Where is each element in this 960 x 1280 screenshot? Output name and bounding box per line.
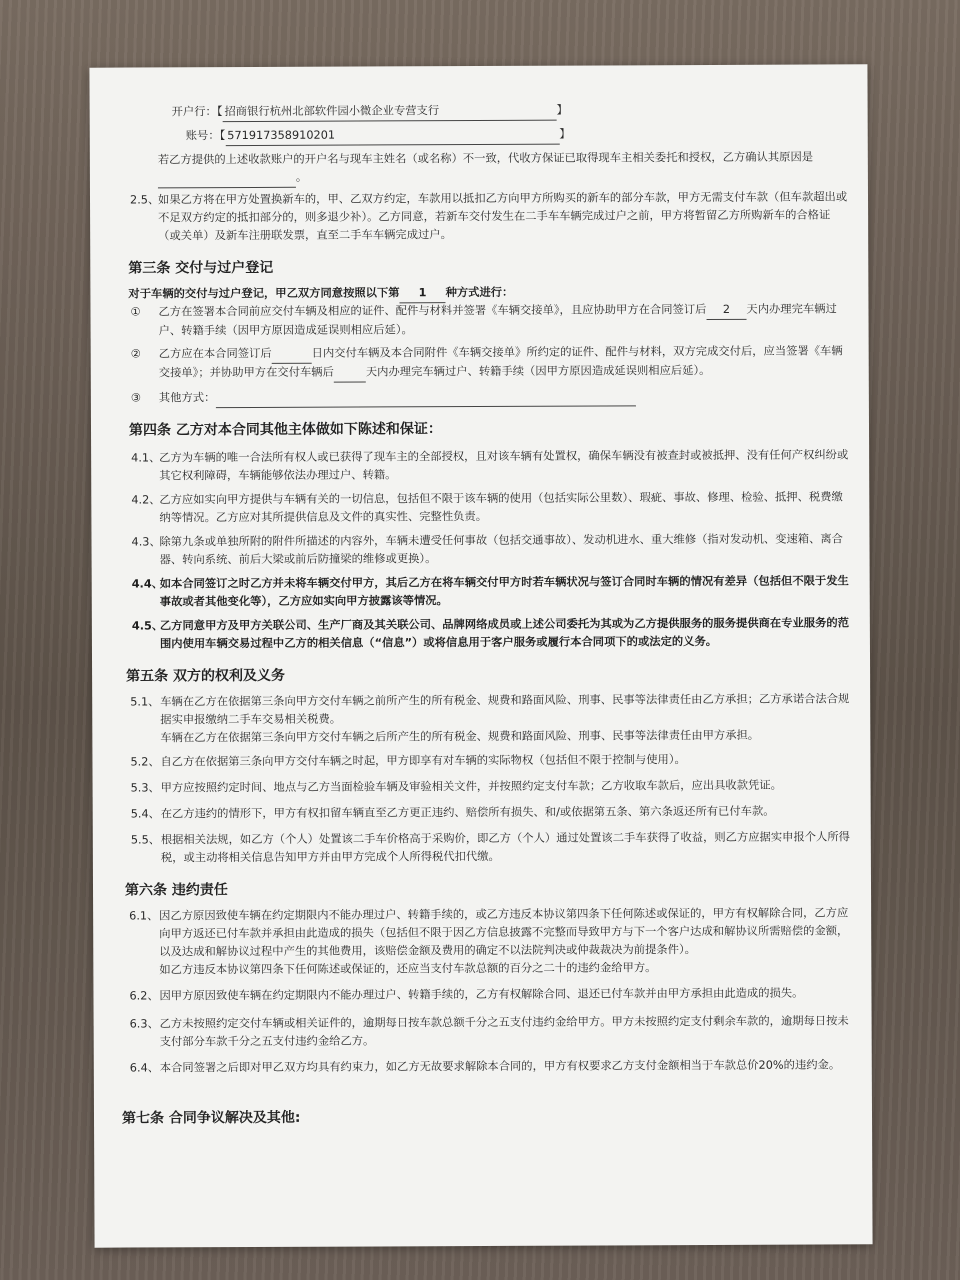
option-3 xyxy=(130,386,851,405)
clause-6-2 xyxy=(129,984,853,1003)
clause-6-3 xyxy=(129,1012,854,1049)
clause-text: 如果乙方将在甲方处置换新车的，甲、乙双方约定，车款用以抵扣乙方向甲方所购买的新车的部分车款，甲方无需支付车款（但车款超出或不足双方约定的抵扣部分的，则多退少补）。乙方同意，若新车交付发生在二手车车辆完成过户之前，甲方将暂留乙方所购新车的合格证（或关单）及新车注册联发票，直至二手车车辆完成过户。 xyxy=(157,190,848,243)
account-label: 账号： xyxy=(185,129,220,143)
section-3-heading: 第三条 交付与过户登记 xyxy=(128,259,274,277)
option-2-text-a: 乙方应在本合同签订后 xyxy=(158,346,272,361)
option-2-text xyxy=(159,342,849,383)
account-reason xyxy=(158,148,848,188)
option-3-text xyxy=(159,386,849,408)
clause-number: 4.3、 xyxy=(131,535,161,549)
clause-text xyxy=(160,690,852,747)
option-2-days-blank xyxy=(272,345,312,364)
option-2-days2-blank xyxy=(334,363,366,382)
clause-text: 乙方未按照约定交付车辆或相关证件的，逾期每日按车款总额千分之五支付违约金给甲方。甲方未按照约定支付剩余车款的，逾期每日按未支付部分车款千分之五支付违约金给乙方。 xyxy=(159,1014,849,1049)
reason-end: 。 xyxy=(295,170,308,184)
clause-text: 乙方为车辆的唯一合法所有权人或已获得了现车主的全部授权，且对该车辆有处置权，确保车辆没有被查封或被抵押、没有任何产权纠纷或其它权利障碍，车辆能够依法办理过户、转籍。 xyxy=(159,448,849,483)
bank-label: 开户行： xyxy=(171,105,217,119)
option-3-marker: ③ xyxy=(130,391,142,405)
option-2-text-c: 天内办理完车辆过户、转籍手续（因甲方原因造成延误则相应后延）。 xyxy=(365,363,711,379)
clause-number: 6.4、 xyxy=(129,1061,160,1075)
clause-text xyxy=(159,904,853,979)
option-1-text xyxy=(158,300,848,340)
clause-text-extra: 车辆在乙方在依据第三条向甲方交付车辆之后所产生的所有税金、规费和路面风险、刑事、民事等法律责任由甲方承担。 xyxy=(160,728,760,745)
bank-field: 开户行：【 招商银行杭州北部软件园小微企业专营支行 】 xyxy=(172,102,568,123)
clause-text-main: 因乙方原因致使车辆在约定期限内不能办理过户、转籍手续的，或乙方违反本协议第四条下任何陈述或保证的，甲方有权解除合同，乙方应向甲方返还已付车款并承担由此造成的损失（包括但不限于因乙方信息披露不完整而导致甲方与下一个客户达成和解协议所需赔偿的金额，以及达成和解协议过程中产生的其他费用，该赔偿金额及费用的确定不以法院判决或仲裁裁决为前提条件）。 xyxy=(159,906,849,959)
account-number-value: 571917358910201 xyxy=(225,126,559,146)
clause-text: 乙方同意甲方及甲方关联公司、生产厂商及其关联公司、品牌网络成员或上述公司委托为其或为乙方提供服务的服务提供商在专业服务的范围内使用车辆交易过程中乙方的相关信息（“信息”）或将信息用于客户服务或履行本合同项下的或法定的义务。 xyxy=(159,616,850,651)
clause-4-2 xyxy=(131,488,851,525)
clause-number: 4.5、 xyxy=(131,619,164,633)
clause-4-4 xyxy=(131,572,852,609)
clause-number: 2.5、 xyxy=(129,193,160,207)
account-number-field: 账号：【 571917358910201 】 xyxy=(186,126,571,147)
clause-number: 6.1、 xyxy=(129,909,159,923)
clause-number: 5.5、 xyxy=(130,833,161,847)
clause-text-extra: 如乙方违反本协议第四条下任何陈述或保证的，还应当支付车款总额的百分之二十的违约金给甲方。 xyxy=(159,961,657,977)
clause-text: 乙方应如实向甲方提供与车辆有关的一切信息，包括但不限于该车辆的使用（包括实际公里数）、瑕疵、事故、修理、检验、抵押、税费缴纳等情况。乙方应对其所提供信息及文件的真实性、完整性负责。 xyxy=(159,490,843,525)
clause-5-4 xyxy=(130,802,853,821)
clause-2-5 xyxy=(129,188,850,243)
bank-value: 招商银行杭州北部软件园小微企业专营支行 xyxy=(222,102,556,122)
section-6-heading: 第六条 违约责任 xyxy=(124,882,228,899)
option-1-text-b: 天内办理完车辆过户、转籍手续（因甲方原因造成延误则相应后延）。 xyxy=(158,302,837,338)
clause-number: 4.4、 xyxy=(131,577,164,591)
clause-6-1 xyxy=(129,904,853,977)
option-2 xyxy=(130,342,851,380)
clause-5-2 xyxy=(130,750,852,769)
clause-text-main: 车辆在乙方在依据第三条向甲方交付车辆之前所产生的所有税金、规费和路面风险、刑事、民事等法律责任由乙方承担；乙方承诺合法合规据实申报缴纳二手车交易相关税费。 xyxy=(160,692,850,727)
intro-choice: 1 xyxy=(400,284,446,303)
clause-text: 除第九条或单独所附的附件所描述的内容外，车辆未遭受任何事故（包括交通事故）、发动机进水、重大维修（指对发动机、变速箱、离合器、转向系统、前后大梁或前后防撞梁的维修或更换）。 xyxy=(159,532,843,567)
clause-text: 根据相关法规，如乙方（个人）处置该二手车价格高于采购价，即乙方（个人）通过处置该二手车获得了收益，则乙方应据实申报个人所得税，或主动将相关信息告知甲方并由甲方完成个人所得税代扣代缴。 xyxy=(160,830,850,865)
intro-text: 对于车辆的交付与过户登记，甲乙双方同意按照以下第 xyxy=(128,286,400,301)
clause-text: 本合同签署之后即对甲乙双方均具有约束力，如乙方无故要求解除本合同的，甲方有权要求乙方支付金额相当于车款总价20%的违约金。 xyxy=(159,1058,841,1075)
contract-body xyxy=(89,64,867,1127)
clause-text: 在乙方违约的情形下，甲方有权扣留车辆直至乙方更正违约、赔偿所有损失、和/或依据第五条、第六条返还所有已付车款。 xyxy=(160,804,775,821)
clause-number: 6.3、 xyxy=(129,1017,159,1031)
clause-4-1 xyxy=(131,446,851,483)
clause-number: 4.1、 xyxy=(131,451,161,465)
section-5-heading: 第五条 双方的权利及义务 xyxy=(126,667,285,685)
option-2-marker: ② xyxy=(130,347,141,361)
clause-number: 5.3、 xyxy=(130,781,160,795)
clause-number: 6.2、 xyxy=(129,989,159,1003)
option-1-text-a: 乙方在签署本合同前应交付车辆及相应的证件、配件与材料并签署《车辆交接单》，且应协助甲方在合同签订后 xyxy=(158,303,707,319)
option-3-label: 其他方式： xyxy=(158,391,216,405)
option-1-days: 2 xyxy=(706,301,746,320)
clause-text: 自乙方在依据第三条向甲方交付车辆之时起，甲方即享有对车辆的实际物权（包括但不限于控制与使用）。 xyxy=(160,753,686,769)
section-7-heading: 第七条 合同争议解决及其他: xyxy=(121,1109,301,1127)
intro-text-end: 种方式进行： xyxy=(445,285,514,300)
clause-4-5 xyxy=(131,614,852,651)
contract-page xyxy=(89,64,872,1247)
reason-blank xyxy=(158,169,296,189)
clause-number: 5.2、 xyxy=(130,755,160,769)
clause-text: 甲方应按照约定时间、地点与乙方当面检验车辆及审验相关文件，并按照约定支付车款；乙方收取车款后，应出具收款凭证。 xyxy=(160,778,782,795)
clause-4-3 xyxy=(131,530,851,567)
clause-6-4 xyxy=(129,1056,854,1075)
option-3-blank xyxy=(215,387,635,408)
clause-text: 如本合同签订之时乙方并未将车辆交付甲方，其后乙方在将车辆交付甲方时若车辆状况与签订合同时车辆的情况有差异（包括但不限于发生事故或者其他变化等），乙方应如实向甲方披露该等情况。 xyxy=(159,574,849,609)
clause-text: 因甲方原因致使车辆在约定期限内不能办理过户、转籍手续的，乙方有权解除合同、退还已付车款并由甲方承担由此造成的损失。 xyxy=(159,986,804,1003)
clause-number: 4.2、 xyxy=(131,493,161,507)
clause-number: 5.4、 xyxy=(130,807,160,821)
clause-number: 5.1、 xyxy=(130,695,160,709)
option-2-text-b: 日内交付车辆及本合同附件《车辆交接单》所约定的证件、配件与材料，双方完成交付后，应当签署《车辆交接单》；并协助甲方在交付车辆后 xyxy=(158,344,843,380)
clause-5-1 xyxy=(130,690,852,745)
section-4-heading: 第四条 乙方对本合同其他主体做如下陈述和保证： xyxy=(128,421,442,439)
option-1-marker: ① xyxy=(130,305,141,319)
clause-5-5 xyxy=(130,828,853,865)
account-reason-text: 若乙方提供的上述收款账户的开户名与现车主姓名（或名称）不一致，代收方保证已取得现车主相关委托和授权，乙方确认其原因是 xyxy=(157,150,814,167)
clause-5-3 xyxy=(130,776,853,795)
